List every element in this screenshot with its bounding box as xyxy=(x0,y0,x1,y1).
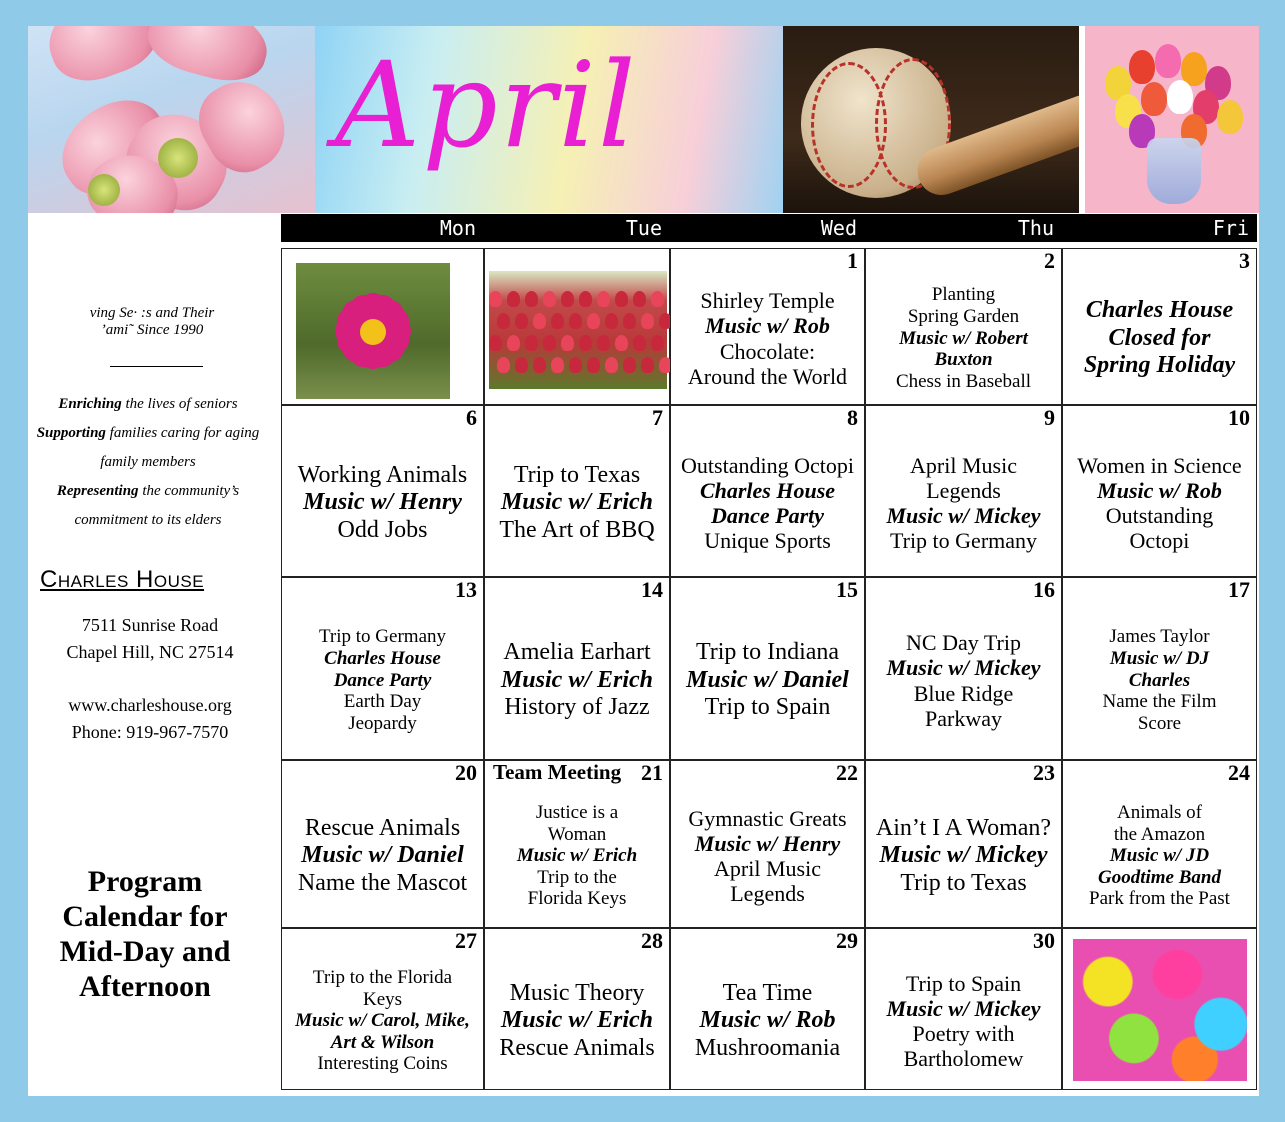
day-number: 29 xyxy=(836,928,858,953)
calendar-day-cell xyxy=(484,577,670,760)
event-line: Outstanding Octopi xyxy=(681,452,854,478)
day-events xyxy=(282,602,483,759)
event-music: Music w/ Erich xyxy=(516,845,638,867)
event-line: Interesting Coins xyxy=(317,1053,448,1075)
baseball-image xyxy=(783,26,1079,213)
event-line: Shirley Temple xyxy=(700,288,835,314)
red-tulip-field-image xyxy=(489,271,667,389)
event-music: Buxton xyxy=(934,349,993,371)
event-line: History of Jazz xyxy=(504,694,650,721)
calendar-image-cell xyxy=(281,248,484,405)
event-line: Music Theory xyxy=(509,979,645,1006)
day-number: 3 xyxy=(1239,248,1250,273)
calendar-day-cell xyxy=(670,248,865,405)
event-music: Music w/ Daniel xyxy=(686,666,849,693)
event-line: Florida Keys xyxy=(527,888,627,910)
event-line: Ain’t I A Woman? xyxy=(875,814,1052,841)
day-header-tue: Tue xyxy=(484,214,670,242)
event-music: Music w/ Henry xyxy=(303,489,462,516)
event-music: Art & Wilson xyxy=(330,1031,435,1053)
event-music: Dance Party xyxy=(710,503,825,528)
calendar-day-cell xyxy=(670,405,865,577)
day-number: 23 xyxy=(1033,760,1055,785)
banner xyxy=(28,26,1259,213)
calendar-day-cell xyxy=(1062,760,1257,928)
day-events xyxy=(866,953,1061,1089)
day-events xyxy=(671,273,864,404)
day-events xyxy=(1063,785,1256,927)
event-music: Dance Party xyxy=(333,669,432,691)
event-music: Music w/ Daniel xyxy=(301,842,464,869)
day-events xyxy=(671,953,864,1089)
day-events xyxy=(485,430,669,576)
day-events xyxy=(485,953,669,1089)
calendar-day-cell xyxy=(865,248,1062,405)
day-number: 13 xyxy=(455,577,477,602)
event-line: Trip to Texas xyxy=(513,461,641,488)
day-events xyxy=(866,430,1061,576)
event-line: Bartholomew xyxy=(903,1046,1024,1072)
event-line: Earth Day xyxy=(343,691,422,713)
day-number: 8 xyxy=(847,405,858,430)
day-events xyxy=(282,430,483,576)
calendar-day-cell xyxy=(1062,248,1257,405)
day-number: 21 xyxy=(641,760,663,785)
event-line: The Art of BBQ xyxy=(499,516,655,543)
event-line: Legends xyxy=(730,881,805,907)
event-line: Gymnastic Greats xyxy=(688,805,847,831)
day-number: 6 xyxy=(466,405,477,430)
event-line: Name the Film xyxy=(1102,691,1217,713)
day-events xyxy=(485,785,669,927)
event-music: Charles House xyxy=(699,477,836,503)
title-band xyxy=(315,26,783,213)
event-line: Trip to the xyxy=(537,866,617,888)
day-events xyxy=(1063,430,1256,576)
day-events xyxy=(866,602,1061,759)
event-music: Goodtime Band xyxy=(1098,866,1221,888)
dogwood-flower-image xyxy=(28,26,315,213)
mission-item: Supporting families caring for aging family members xyxy=(36,425,260,470)
event-line: Odd Jobs xyxy=(337,516,428,543)
event-line: Trip to Spain xyxy=(905,970,1022,996)
day-number: 17 xyxy=(1228,577,1250,602)
day-events xyxy=(1063,602,1256,759)
event-line: Mushroomania xyxy=(694,1034,841,1061)
day-number: 14 xyxy=(641,577,663,602)
event-line: Score xyxy=(1137,712,1182,734)
event-line: Name the Mascot xyxy=(297,869,468,896)
event-line: Animals of xyxy=(1117,801,1202,823)
tulip-bouquet-image xyxy=(1085,26,1259,213)
event-line: Trip to Germany xyxy=(318,626,447,648)
event-line: James Taylor xyxy=(1109,626,1210,648)
event-music: Music w/ Mickey xyxy=(879,842,1048,869)
event-music: Music w/ Rob xyxy=(699,1007,836,1034)
event-music: Charles xyxy=(1128,669,1191,691)
calendar-day-cell xyxy=(281,760,484,928)
event-line: April Music xyxy=(910,452,1017,478)
event-line: Keys xyxy=(362,988,403,1010)
calendar-day-cell xyxy=(484,405,670,577)
event-music: Charles House xyxy=(324,648,441,670)
calendar-day-cell xyxy=(281,405,484,577)
event-music: Music w/ Erich xyxy=(500,666,654,693)
mission-item: Enriching the lives of seniors xyxy=(58,396,238,412)
day-events xyxy=(671,602,864,759)
event-line: NC Day Trip xyxy=(906,630,1021,656)
day-number: 20 xyxy=(455,760,477,785)
event-line: Blue Ridge xyxy=(913,680,1014,706)
calendar-day-cell xyxy=(865,577,1062,760)
event-line: Octopi xyxy=(1129,528,1190,554)
day-header-mon: Mon xyxy=(281,214,484,242)
event-line: Poetry with xyxy=(912,1021,1015,1046)
event-line: Amelia Earhart xyxy=(503,639,651,666)
day-number: 16 xyxy=(1033,577,1055,602)
address-line-1: 7511 Sunrise Road xyxy=(81,615,219,635)
event-line: Chess in Baseball xyxy=(895,370,1032,392)
team-meeting-label: Team Meeting xyxy=(493,760,622,784)
event-line: Outstanding xyxy=(1105,503,1214,528)
phone-number: Phone: 919-967-7570 xyxy=(71,722,229,742)
calendar-day-cell xyxy=(281,928,484,1090)
event-music: Music w/ JD xyxy=(1109,845,1210,867)
day-events xyxy=(282,785,483,927)
day-events xyxy=(671,430,864,576)
event-line: the Amazon xyxy=(1113,823,1206,845)
day-events xyxy=(1063,273,1256,404)
event-music: Spring Holiday xyxy=(1083,352,1236,379)
month-title: April xyxy=(335,36,638,174)
program-title: Program Calendar for Mid-Day and Afternoon xyxy=(59,865,231,1003)
day-number: 9 xyxy=(1044,405,1055,430)
event-music: Music w/ Mickey xyxy=(886,995,1041,1021)
address-line-2: Chapel Hill, NC 27514 xyxy=(66,642,234,662)
day-number: 24 xyxy=(1228,760,1250,785)
day-number: 15 xyxy=(836,577,858,602)
day-events xyxy=(866,273,1061,404)
event-line: Planting xyxy=(931,284,996,306)
event-music: Music w/ Robert xyxy=(899,327,1028,349)
calendar-day-cell xyxy=(670,760,865,928)
event-line: Trip to the Florida xyxy=(312,966,453,988)
colorful-daisies-image xyxy=(1073,939,1247,1081)
day-events xyxy=(866,785,1061,927)
mission-item: Representing the community’s commitment to its elders xyxy=(56,483,240,528)
calendar-image-cell xyxy=(1062,928,1257,1090)
calendar-day-cell xyxy=(865,405,1062,577)
event-line: Women in Science xyxy=(1077,452,1242,478)
event-line: Working Animals xyxy=(297,461,468,488)
day-header-fri: Fri xyxy=(1062,214,1257,242)
event-music: Closed for xyxy=(1108,324,1211,351)
event-music: Music w/ Rob xyxy=(1097,477,1222,503)
event-line: Spring Garden xyxy=(907,306,1020,328)
calendar-day-cell xyxy=(670,577,865,760)
event-line: Unique Sports xyxy=(704,528,831,554)
calendar-day-cell xyxy=(865,760,1062,928)
calendar-day-cell xyxy=(865,928,1062,1090)
event-line: Woman xyxy=(547,823,607,845)
event-music: Music w/ Erich xyxy=(500,1007,654,1034)
pink-cosmos-flower-image xyxy=(296,263,450,399)
day-events xyxy=(485,602,669,759)
event-music: Music w/ Rob xyxy=(705,313,830,339)
event-line: Legends xyxy=(926,477,1001,503)
day-number: 1 xyxy=(847,248,858,273)
event-line: Trip to Germany xyxy=(889,528,1038,554)
event-music: Music w/ Erich xyxy=(500,489,654,516)
calendar-day-cell xyxy=(281,577,484,760)
calendar-day-cell xyxy=(484,928,670,1090)
day-number: 27 xyxy=(455,928,477,953)
day-number: 28 xyxy=(641,928,663,953)
org-name: Charles House xyxy=(40,566,205,593)
event-music: Music w/ Mickey xyxy=(886,655,1041,681)
day-header-thu: Thu xyxy=(865,214,1062,242)
day-header-wed: Wed xyxy=(670,214,865,242)
event-music: Music w/ Mickey xyxy=(886,503,1041,528)
event-line: April Music xyxy=(714,856,821,881)
day-number: 10 xyxy=(1228,405,1250,430)
event-music: Charles House xyxy=(1085,297,1234,324)
day-number: 7 xyxy=(652,405,663,430)
event-line: Park from the Past xyxy=(1089,888,1230,910)
tagline-line-2: ’ami˜ Since 1990 xyxy=(100,322,204,339)
day-events xyxy=(671,785,864,927)
day-number: 30 xyxy=(1033,928,1055,953)
event-line: Chocolate: xyxy=(719,338,816,364)
event-line: Trip to Texas xyxy=(900,869,1027,896)
tagline-divider xyxy=(110,366,203,367)
event-music: Music w/ DJ xyxy=(1109,648,1210,670)
calendar-day-cell xyxy=(1062,405,1257,577)
event-line: Jeopardy xyxy=(348,712,417,734)
calendar-image-cell xyxy=(484,248,670,405)
event-line: Around the World xyxy=(687,363,848,389)
event-line: Rescue Animals xyxy=(304,814,461,841)
event-line: Parkway xyxy=(925,705,1002,731)
event-line: Tea Time xyxy=(722,979,813,1006)
calendar-day-cell xyxy=(670,928,865,1090)
day-number: 2 xyxy=(1044,248,1055,273)
calendar-day-cell xyxy=(1062,577,1257,760)
day-events xyxy=(282,953,483,1089)
calendar-day-cell xyxy=(484,760,670,928)
tagline xyxy=(52,305,252,339)
day-number: 22 xyxy=(836,760,858,785)
event-line: Rescue Animals xyxy=(499,1034,655,1061)
mission-statement xyxy=(36,390,260,535)
event-music: Music w/ Carol, Mike, xyxy=(295,1010,470,1032)
event-line: Trip to Spain xyxy=(704,694,831,721)
event-line: Trip to Indiana xyxy=(695,639,840,666)
contact-info xyxy=(40,612,260,746)
event-music: Music w/ Henry xyxy=(694,830,841,856)
tagline-line-1: ving Se· :s and Their xyxy=(89,305,215,321)
event-line: Justice is a xyxy=(535,801,619,823)
website-link[interactable]: www.charleshouse.org xyxy=(68,695,232,715)
